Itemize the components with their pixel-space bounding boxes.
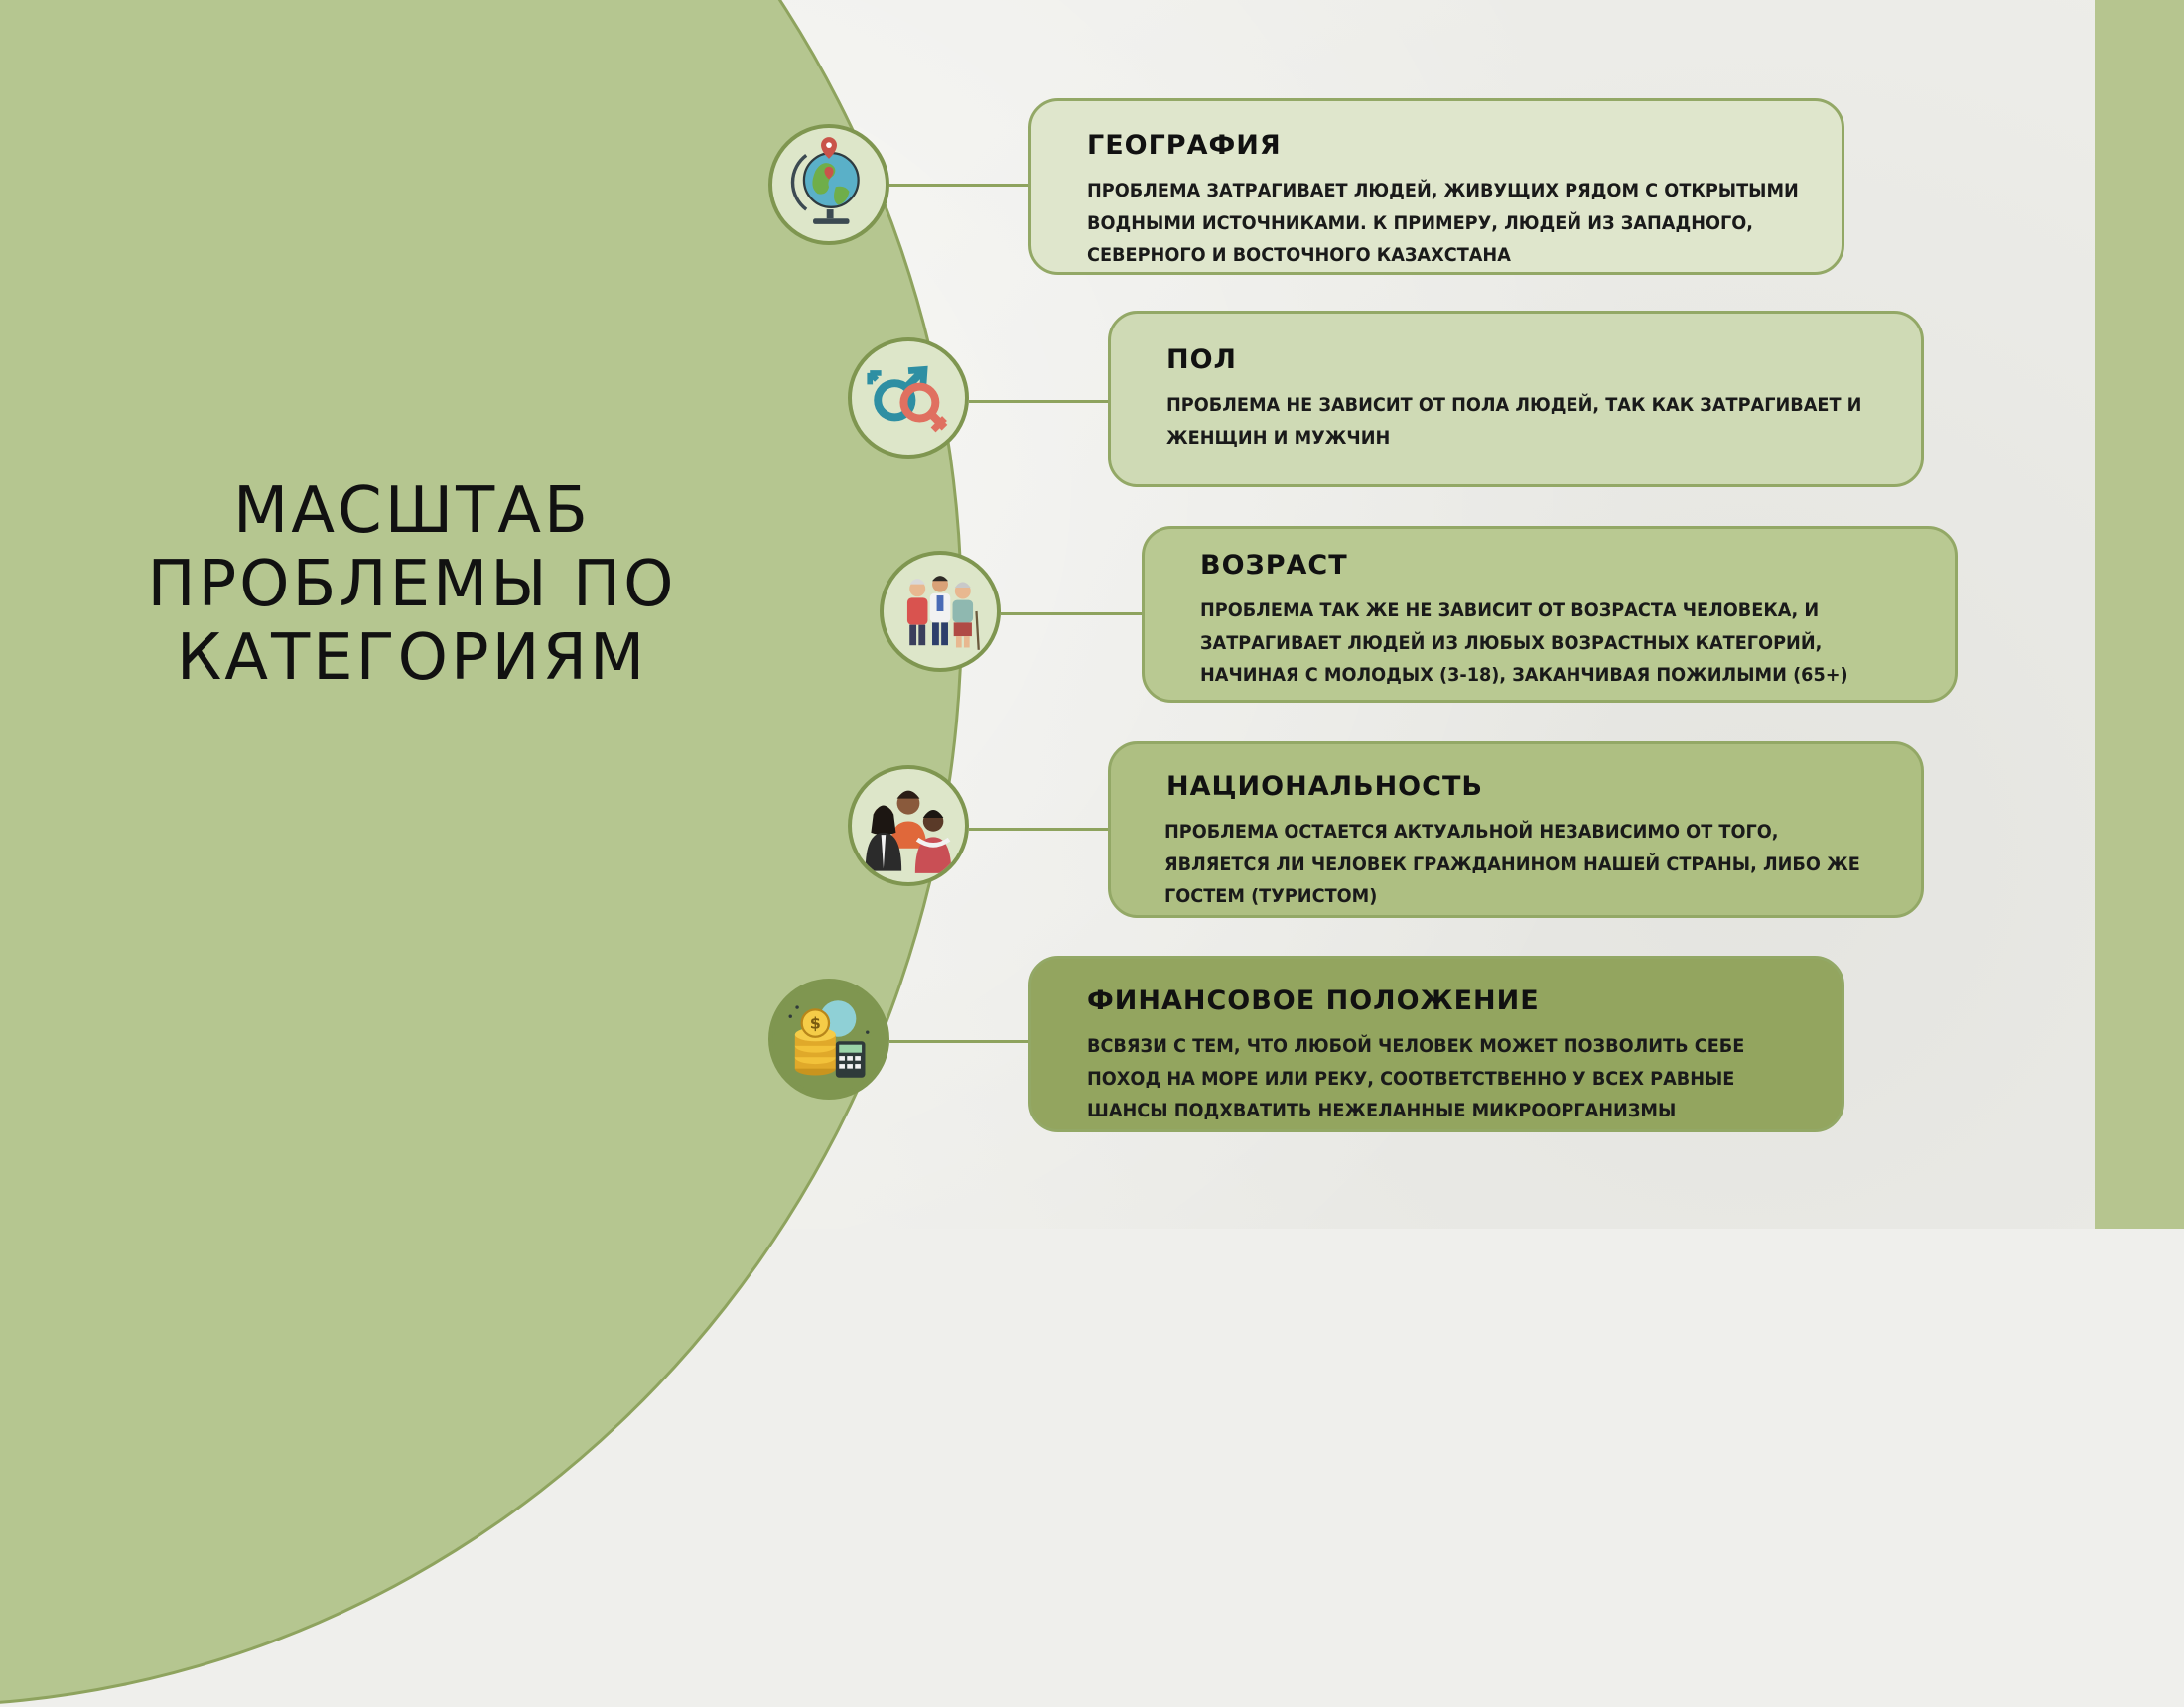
globe-icon: [772, 128, 886, 241]
card-age: [1142, 526, 1958, 703]
gender-symbols-icon: [852, 341, 965, 455]
card-title-gender: ПОЛ: [1166, 344, 1237, 375]
slide-title: [109, 474, 715, 695]
card-text-age: ПРОБЛЕМА ТАК ЖЕ НЕ ЗАВИСИТ ОТ ВОЗРАСТА ЧЕЛОВЕКА, И ЗАТРАГИВАЕТ ЛЮДЕЙ ИЗ ЛЮБЫХ ВОЗРАСТНЫХ КАТЕГОРИЙ, НАЧИНАЯ С МОЛОДЫХ (3-18), ЗАКАНЧИВАЯ ПОЖИЛЫМИ (65+): [1200, 599, 1848, 686]
card-title-nationality: НАЦИОНАЛЬНОСТЬ: [1166, 771, 1483, 802]
connector-nationality: [969, 828, 1110, 831]
coins-calculator-icon: [772, 983, 886, 1096]
family-generations-icon: [884, 555, 997, 668]
connector-gender: [969, 400, 1110, 403]
connector-age: [1001, 612, 1144, 615]
icon-circle-finance: [768, 979, 889, 1100]
card-title-geography: ГЕОГРАФИЯ: [1087, 130, 1282, 161]
card-text-geography: ПРОБЛЕМА ЗАТРАГИВАЕТ ЛЮДЕЙ, ЖИВУЩИХ РЯДОМ С ОТКРЫТЫМИ ВОДНЫМИ ИСТОЧНИКАМИ. К ПРИМЕРУ, ЛЮДЕЙ ИЗ ЗАПАДНОГО, СЕВЕРНОГО И ВОСТОЧНОГО КАЗАХСТАНА: [1087, 180, 1799, 266]
card-text-finance: ВСВЯЗИ С ТЕМ, ЧТО ЛЮБОЙ ЧЕЛОВЕК МОЖЕТ ПОЗВОЛИТЬ СЕБЕ ПОХОД НА МОРЕ ИЛИ РЕКУ, СООТВЕТСТВЕННО У ВСЕХ РАВНЫЕ ШАНСЫ ПОДХВАТИТЬ НЕЖЕЛАННЫЕ МИКРООРГАНИЗМЫ: [1087, 1035, 1745, 1121]
left-half-circle: [0, 0, 963, 1707]
icon-circle-age: [880, 551, 1001, 672]
card-text-nationality: ПРОБЛЕМА ОСТАЕТСЯ АКТУАЛЬНОЙ НЕЗАВИСИМО ОТ ТОГО, ЯВЛЯЕТСЯ ЛИ ЧЕЛОВЕК ГРАЖДАНИНОМ НАШЕЙ СТРАНЫ, ЛИБО ЖЕ ГОСТЕМ (ТУРИСТОМ): [1164, 821, 1860, 907]
card-nationality: [1108, 741, 1924, 918]
icon-circle-gender: [848, 337, 969, 459]
right-accent-strip: [2095, 0, 2184, 1229]
svg-text:$: $: [809, 1013, 821, 1033]
card-title-finance: ФИНАНСОВОЕ ПОЛОЖЕНИЕ: [1087, 985, 1540, 1016]
card-text-gender: ПРОБЛЕМА НЕ ЗАВИСИТ ОТ ПОЛА ЛЮДЕЙ, ТАК КАК ЗАТРАГИВАЕТ И ЖЕНЩИН И МУЖЧИН: [1166, 394, 1862, 449]
card-gender: [1108, 311, 1924, 487]
icon-circle-nationality: [848, 765, 969, 886]
card-title-age: ВОЗРАСТ: [1200, 550, 1348, 581]
card-finance: [1028, 956, 1844, 1132]
card-geography: [1028, 98, 1844, 275]
diverse-people-icon: [852, 769, 965, 882]
title-line-2: ПРОБЛЕМЫ ПО: [147, 548, 677, 621]
connector-finance: [889, 1040, 1030, 1043]
icon-circle-geography: [768, 124, 889, 245]
title-line-3: КАТЕГОРИЯМ: [176, 621, 648, 695]
title-line-1: МАСШТАБ: [233, 474, 591, 548]
connector-geography: [889, 184, 1030, 187]
